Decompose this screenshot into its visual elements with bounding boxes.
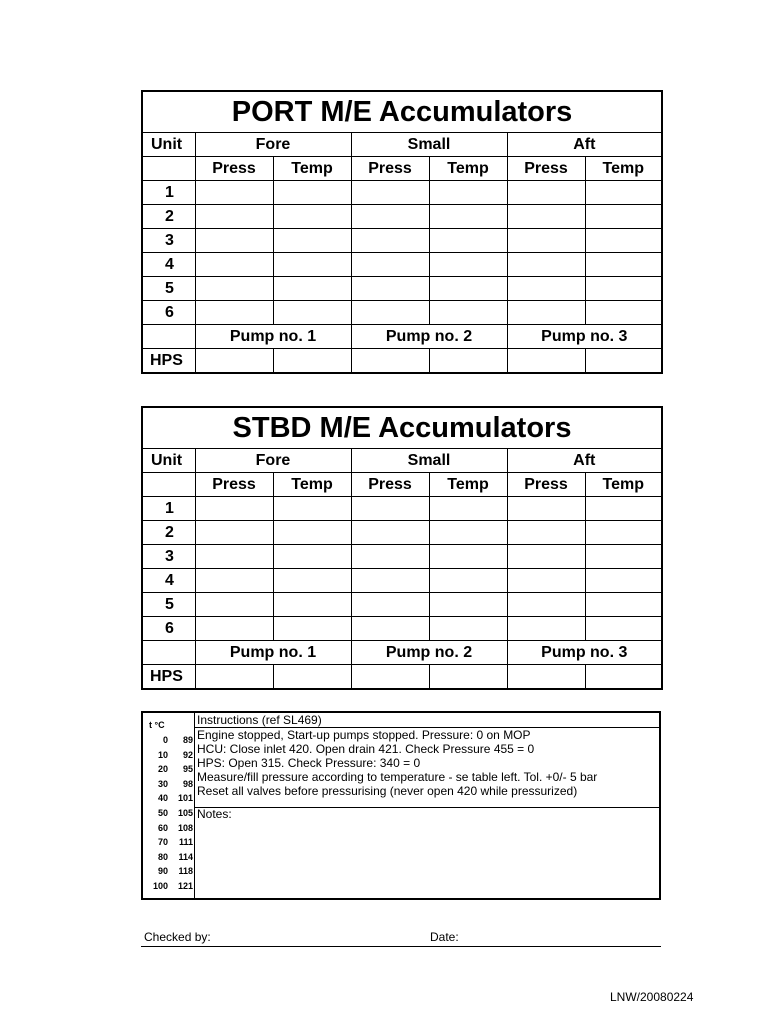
reading-cell — [351, 545, 429, 569]
reading-cell — [585, 569, 662, 593]
reading-cell — [507, 181, 585, 205]
blank-cell — [142, 157, 195, 181]
reading-cell — [195, 205, 273, 229]
reading-cell — [429, 593, 507, 617]
unit-number: 1 — [142, 497, 195, 521]
instructions-box — [141, 711, 661, 900]
unit-number: 3 — [142, 545, 195, 569]
unit-header: Unit — [142, 133, 195, 157]
temp-pressure-row — [143, 779, 195, 793]
reading-cell — [195, 349, 273, 374]
reading-cell — [351, 569, 429, 593]
pressure-value: 92 — [182, 749, 193, 760]
reading-cell — [507, 593, 585, 617]
temperature-pressure-table — [143, 713, 195, 898]
instruction-line: HCU: Close inlet 420. Open drain 421. Check Pressure 455 = 0 — [197, 742, 535, 756]
unit-number: 3 — [142, 229, 195, 253]
subheader: Temp — [273, 473, 351, 497]
hps-label: HPS — [142, 665, 195, 690]
document-code: LNW/20080224 — [610, 990, 694, 1004]
reading-cell — [351, 617, 429, 641]
reading-cell — [273, 497, 351, 521]
instruction-lines — [195, 713, 659, 808]
table-row — [142, 205, 662, 229]
reading-cell — [195, 569, 273, 593]
reading-cell — [429, 569, 507, 593]
temp-value: 0 — [162, 735, 168, 745]
reading-cell — [273, 349, 351, 374]
port-accumulators-table — [141, 90, 663, 374]
reading-cell — [507, 349, 585, 374]
reading-cell — [195, 253, 273, 277]
reading-cell — [429, 181, 507, 205]
reading-cell — [507, 665, 585, 690]
reading-cell — [585, 253, 662, 277]
reading-cell — [351, 349, 429, 374]
group-header: Small — [351, 133, 507, 157]
reading-cell — [429, 301, 507, 325]
temp-table-header: t °C — [149, 720, 165, 730]
temp-pressure-row — [143, 735, 195, 749]
reading-cell — [195, 277, 273, 301]
reading-cell — [507, 301, 585, 325]
reading-cell — [195, 301, 273, 325]
unit-number: 1 — [142, 181, 195, 205]
pressure-value: 98 — [182, 778, 193, 789]
subheader: Temp — [585, 473, 662, 497]
unit-number: 5 — [142, 593, 195, 617]
temp-pressure-row — [143, 750, 195, 764]
reading-cell — [585, 181, 662, 205]
temp-value: 40 — [157, 793, 168, 804]
table-row — [142, 521, 662, 545]
reading-cell — [273, 569, 351, 593]
subheader: Press — [195, 157, 273, 181]
reading-cell — [195, 593, 273, 617]
temp-pressure-row — [143, 793, 195, 807]
temp-pressure-row — [143, 808, 195, 822]
group-header: Fore — [195, 133, 351, 157]
stbd-accumulators-table — [141, 406, 663, 690]
reading-cell — [585, 349, 662, 374]
reading-cell — [585, 229, 662, 253]
pump-header: Pump no. 2 — [351, 325, 507, 349]
reading-cell — [351, 205, 429, 229]
table-row — [142, 497, 662, 521]
table-row — [142, 181, 662, 205]
reading-cell — [507, 497, 585, 521]
reading-cell — [429, 253, 507, 277]
pressure-value: 89 — [182, 735, 193, 745]
unit-header: Unit — [142, 449, 195, 473]
instruction-line: Reset all valves before pressurising (never open 420 while pressurized) — [197, 784, 578, 798]
reading-cell — [195, 665, 273, 690]
temp-value: 50 — [157, 808, 168, 818]
temp-pressure-row — [143, 823, 195, 837]
pump-header: Pump no. 3 — [507, 325, 662, 349]
subheader: Temp — [429, 157, 507, 181]
table-title: STBD M/E Accumulators — [142, 407, 662, 449]
reading-cell — [429, 349, 507, 374]
unit-number: 6 — [142, 617, 195, 641]
subheader: Press — [507, 157, 585, 181]
reading-cell — [507, 545, 585, 569]
group-header: Fore — [195, 449, 351, 473]
pressure-value: 108 — [177, 822, 193, 833]
pump-header: Pump no. 1 — [195, 641, 351, 665]
reading-cell — [429, 229, 507, 253]
temp-pressure-row — [143, 764, 195, 778]
instruction-line: HPS: Open 315. Check Pressure: 340 = 0 — [197, 756, 421, 770]
reading-cell — [507, 521, 585, 545]
reading-cell — [507, 569, 585, 593]
table-row — [142, 229, 662, 253]
reading-cell — [351, 229, 429, 253]
date-label: Date: — [430, 930, 459, 944]
table-row — [142, 593, 662, 617]
pressure-value: 121 — [177, 881, 193, 891]
signature-row — [141, 930, 661, 947]
reading-cell — [195, 497, 273, 521]
reading-cell — [273, 301, 351, 325]
temp-value: 90 — [157, 866, 168, 877]
reading-cell — [273, 593, 351, 617]
reading-cell — [351, 521, 429, 545]
pressure-value: 118 — [178, 866, 193, 877]
blank-cell — [142, 325, 195, 349]
reading-cell — [273, 665, 351, 690]
reading-cell — [429, 277, 507, 301]
temp-pressure-row — [143, 852, 195, 866]
table-row — [142, 545, 662, 569]
table-row — [142, 277, 662, 301]
subheader: Press — [195, 473, 273, 497]
subheader: Press — [351, 473, 429, 497]
pressure-value: 114 — [178, 851, 193, 862]
reading-cell — [585, 545, 662, 569]
reading-cell — [507, 617, 585, 641]
blank-cell — [142, 473, 195, 497]
reading-cell — [507, 253, 585, 277]
reading-cell — [429, 521, 507, 545]
reading-cell — [195, 545, 273, 569]
reading-cell — [429, 497, 507, 521]
reading-cell — [429, 545, 507, 569]
group-header: Small — [351, 449, 507, 473]
reading-cell — [273, 617, 351, 641]
reading-cell — [429, 205, 507, 229]
pump-header: Pump no. 2 — [351, 641, 507, 665]
temp-value: 60 — [157, 822, 168, 833]
temp-pressure-row — [143, 881, 195, 895]
reading-cell — [351, 593, 429, 617]
reading-cell — [585, 277, 662, 301]
reading-cell — [351, 665, 429, 690]
reading-cell — [351, 253, 429, 277]
table-row — [142, 569, 662, 593]
reading-cell — [585, 521, 662, 545]
unit-number: 4 — [142, 569, 195, 593]
reading-cell — [585, 665, 662, 690]
hps-label: HPS — [142, 349, 195, 374]
subheader: Temp — [273, 157, 351, 181]
subheader: Temp — [429, 473, 507, 497]
unit-number: 4 — [142, 253, 195, 277]
temp-value: 70 — [157, 837, 168, 848]
table-row — [142, 617, 662, 641]
reading-cell — [273, 181, 351, 205]
reading-cell — [351, 301, 429, 325]
reading-cell — [585, 301, 662, 325]
group-header: Aft — [507, 449, 662, 473]
instruction-line: Instructions (ref SL469) — [195, 713, 659, 728]
reading-cell — [195, 521, 273, 545]
pump-header: Pump no. 3 — [507, 641, 662, 665]
reading-cell — [507, 205, 585, 229]
subheader: Press — [507, 473, 585, 497]
reading-cell — [273, 277, 351, 301]
reading-cell — [273, 521, 351, 545]
pump-header: Pump no. 1 — [195, 325, 351, 349]
unit-number: 6 — [142, 301, 195, 325]
pressure-value: 101 — [177, 793, 193, 804]
reading-cell — [273, 229, 351, 253]
reading-cell — [273, 545, 351, 569]
subheader: Temp — [585, 157, 662, 181]
reading-cell — [273, 205, 351, 229]
instruction-line: Measure/fill pressure according to temperature - se table left. Tol. +0/- 5 bar — [197, 770, 598, 784]
pressure-value: 95 — [182, 764, 193, 775]
reading-cell — [585, 617, 662, 641]
unit-number: 5 — [142, 277, 195, 301]
reading-cell — [351, 277, 429, 301]
notes-label: Notes: — [197, 807, 232, 821]
temp-pressure-row — [143, 837, 195, 851]
group-header: Aft — [507, 133, 662, 157]
reading-cell — [585, 205, 662, 229]
reading-cell — [273, 253, 351, 277]
reading-cell — [195, 617, 273, 641]
temp-value: 30 — [157, 778, 168, 789]
temp-value: 10 — [157, 749, 168, 760]
temp-value: 80 — [157, 851, 168, 862]
reading-cell — [195, 229, 273, 253]
unit-number: 2 — [142, 521, 195, 545]
reading-cell — [429, 665, 507, 690]
reading-cell — [351, 497, 429, 521]
pressure-value: 111 — [178, 837, 193, 848]
checked-by-label: Checked by: — [144, 930, 211, 944]
reading-cell — [429, 617, 507, 641]
unit-number: 2 — [142, 205, 195, 229]
reading-cell — [585, 593, 662, 617]
reading-cell — [585, 497, 662, 521]
temp-pressure-row — [143, 866, 195, 880]
blank-cell — [142, 641, 195, 665]
pressure-value: 105 — [177, 808, 193, 818]
table-row — [142, 301, 662, 325]
subheader: Press — [351, 157, 429, 181]
reading-cell — [195, 181, 273, 205]
reading-cell — [351, 181, 429, 205]
reading-cell — [507, 229, 585, 253]
reading-cell — [507, 277, 585, 301]
instruction-line: Engine stopped, Start-up pumps stopped. Pressure: 0 on MOP — [197, 728, 531, 742]
temp-value: 20 — [157, 764, 168, 775]
table-row — [142, 253, 662, 277]
table-title: PORT M/E Accumulators — [142, 91, 662, 133]
temp-value: 100 — [152, 881, 168, 891]
